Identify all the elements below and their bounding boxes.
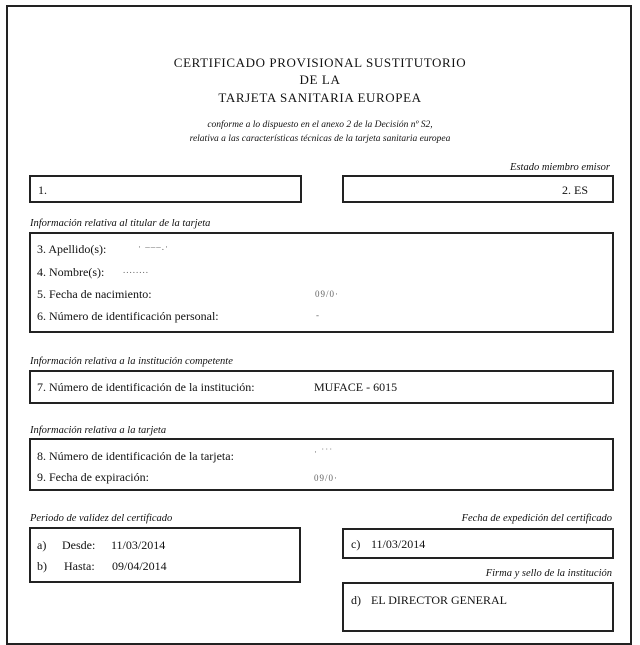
- card-id-label: 8. Número de identificación de la tarjeta:: [37, 449, 234, 463]
- doc-subtitle-line2: relativa a las características técnicas de la tarjeta sanitaria europea: [189, 134, 451, 144]
- issuer-field-1-box: [29, 175, 302, 203]
- signature-value: EL DIRECTOR GENERAL: [371, 593, 507, 607]
- issue-date-value: 11/03/2014: [371, 537, 426, 551]
- issuer-country: 2. ES: [561, 183, 588, 197]
- issue-date-box: [342, 528, 614, 559]
- valid-from-letter: a): [37, 538, 47, 552]
- card-section-label: Información relativa a la tarjeta: [30, 425, 167, 436]
- card-id-value: · ˙˙˙: [314, 447, 334, 457]
- card-box: [29, 438, 614, 491]
- birth-date-value: 09/0·: [315, 289, 339, 299]
- expiry-date-value: 09/0·: [314, 473, 338, 483]
- valid-to-label: Hasta:: [64, 559, 95, 573]
- signature-letter: d): [351, 593, 361, 607]
- valid-from-value: 11/03/2014: [111, 538, 166, 552]
- surname-value: · ‒‒‒.·: [138, 242, 169, 252]
- institution-id-value: MUFACE - 6015: [314, 380, 398, 394]
- holder-box: [29, 232, 614, 333]
- valid-to-value: 09/04/2014: [112, 559, 167, 573]
- validity-box: [29, 527, 301, 583]
- institution-section-label: Información relativa a la institución competente: [30, 356, 233, 367]
- holder-section-label: Información relativa al titular de la tarjeta: [30, 218, 211, 229]
- doc-subtitle-line1: conforme a lo dispuesto en el anexo 2 de la Decisión nº S2,: [207, 120, 433, 130]
- issue-date-letter: c): [351, 537, 361, 551]
- surname-label: 3. Apellido(s):: [37, 242, 107, 256]
- issue-date-section-label: Fecha de expedición del certificado: [461, 513, 612, 524]
- institution-box: [29, 370, 614, 404]
- signature-section-label: Firma y sello de la institución: [485, 568, 612, 579]
- issuer-field-2-box: [342, 175, 614, 203]
- given-name-value: ........: [123, 265, 149, 275]
- personal-id-label: 6. Número de identificación personal:: [37, 309, 219, 323]
- doc-title-line3: TARJETA SANITARIA EUROPEA: [218, 90, 422, 105]
- issuer-section-label: Estado miembro emisor: [510, 162, 610, 173]
- given-name-label: 4. Nombre(s):: [37, 265, 105, 279]
- institution-id-label: 7. Número de identificación de la institución:: [37, 380, 255, 394]
- signature-box: [342, 582, 614, 632]
- validity-section-label: Periodo de validez del certificado: [30, 513, 173, 524]
- issuer-field-1: 1.: [38, 183, 47, 197]
- birth-date-label: 5. Fecha de nacimiento:: [37, 287, 152, 301]
- personal-id-value: -: [316, 310, 320, 320]
- doc-title-line2: DE LA: [299, 72, 341, 87]
- valid-to-letter: b): [37, 559, 47, 573]
- doc-title-line1: CERTIFICADO PROVISIONAL SUSTITUTORIO: [173, 55, 467, 70]
- expiry-date-label: 9. Fecha de expiración:: [37, 470, 149, 484]
- valid-from-label: Desde:: [62, 538, 96, 552]
